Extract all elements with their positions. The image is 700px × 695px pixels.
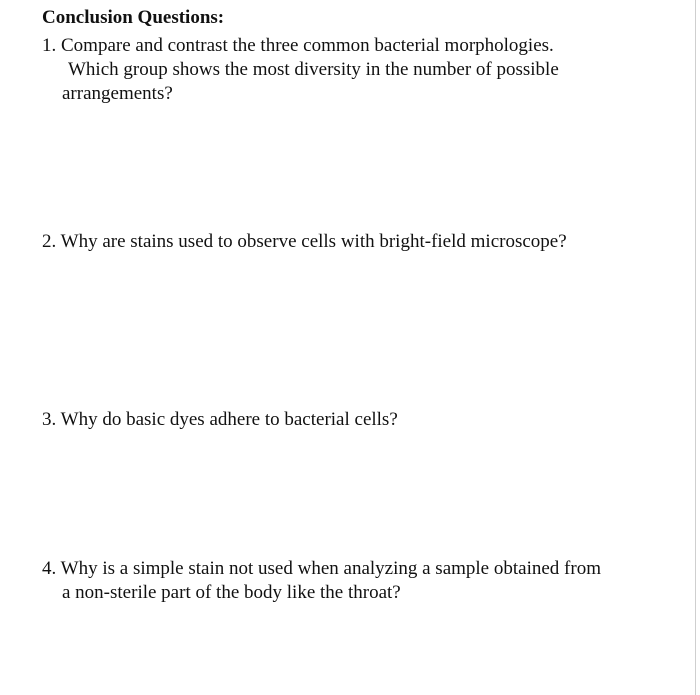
- question-1: [42, 34, 559, 106]
- question-3-line-1: 3. Why do basic dyes adhere to bacterial cells?: [42, 409, 398, 430]
- question-4-line-1: 4. Why is a simple stain not used when analyzing a sample obtained from: [42, 558, 601, 579]
- section-heading: Conclusion Questions:: [42, 7, 225, 28]
- question-1-line-3: arrangements?: [62, 83, 173, 104]
- question-1-line-2: Which group shows the most diversity in the number of possible: [68, 59, 559, 80]
- question-2: [42, 230, 567, 254]
- question-4-line-2: a non-sterile part of the body like the throat?: [62, 582, 401, 603]
- question-2-line-1: 2. Why are stains used to observe cells with bright-field microscope?: [42, 231, 567, 252]
- question-3: [42, 408, 398, 432]
- question-4: [42, 557, 601, 605]
- question-1-line-1: 1. Compare and contrast the three common bacterial morphologies.: [42, 35, 554, 56]
- page-edge-divider: [695, 0, 696, 695]
